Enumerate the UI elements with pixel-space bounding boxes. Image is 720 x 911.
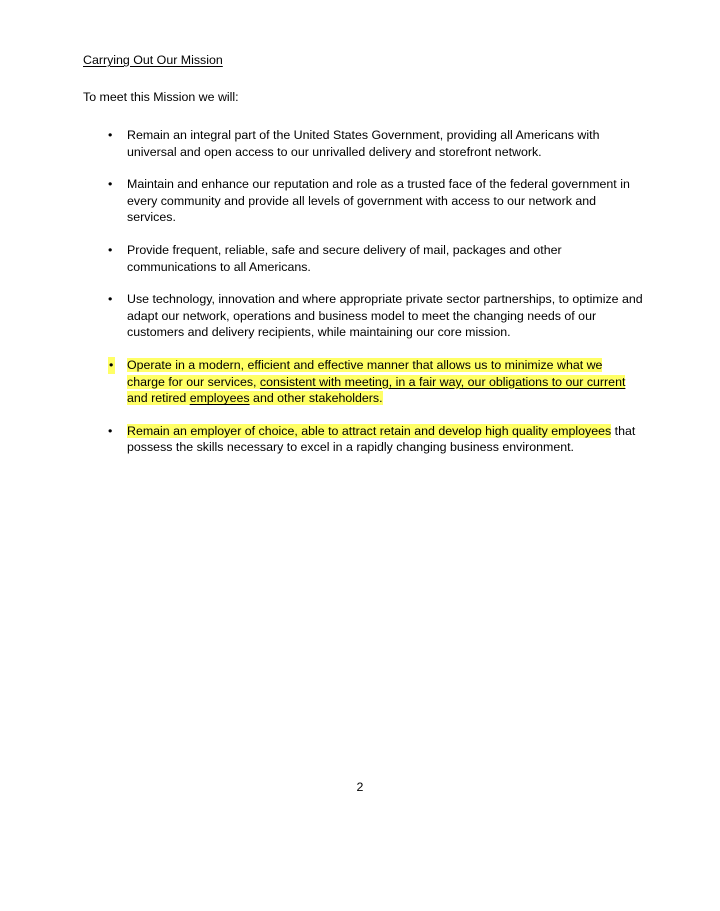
list-item [83,127,643,160]
underlined-text-run: consistent with meeting, in a fair way, our obligations to our current [259,374,626,389]
list-item-text: Remain an integral part of the United States Government, providing all Americans with universal and open access to our unrivalled delivery and storefront network. [127,128,600,159]
list-item-text: Provide frequent, reliable, safe and secure delivery of mail, packages and other communications to all Americans. [127,242,562,274]
highlighted-text-run: Operate in a modern, efficient and effective manner that allows us to minimize what we charge for our services, [127,357,603,389]
underlined-text-run: employees [189,391,250,406]
list-item-text: Use technology, innovation and where appropriate private sector partnerships, to optimize and adapt our network, operations and business model to meet the changing needs of our customers and delivery recipients, while maintaining our core mission. [127,292,643,340]
list-item [83,291,643,341]
bullet-point-icon: • [108,292,113,307]
list-item [83,176,643,226]
list-item-text [127,357,643,407]
bullet-point-icon: • [109,357,114,372]
list-item-text [127,423,643,456]
bullet-point-icon: • [108,423,113,438]
bullet-point-icon: • [108,242,113,257]
intro-paragraph: To meet this Mission we will: [83,89,239,104]
list-item [83,242,643,275]
list-item-highlighted [83,423,643,456]
bullet-point-icon: • [108,177,113,192]
list-item-text: Maintain and enhance our reputation and role as a trusted face of the federal government in every community and provide all levels of government with access to our network and services. [127,177,630,225]
page-number: 2 [356,780,364,794]
text-run: that possess the skills necessary to excel in a rapidly changing business environment. [127,423,636,455]
highlighted-text-run: Remain an employer of choice, able to attract retain and develop high quality employees [127,423,612,438]
page-title: Carrying Out Our Mission [83,53,223,67]
list-item-highlighted [83,357,643,407]
mission-bullet-list [83,127,643,456]
document-body [83,52,643,456]
highlighted-text-run: and other stakeholders. [249,391,383,406]
bullet-point-icon: • [108,128,113,142]
highlighted-text-run: and retired [127,391,190,406]
